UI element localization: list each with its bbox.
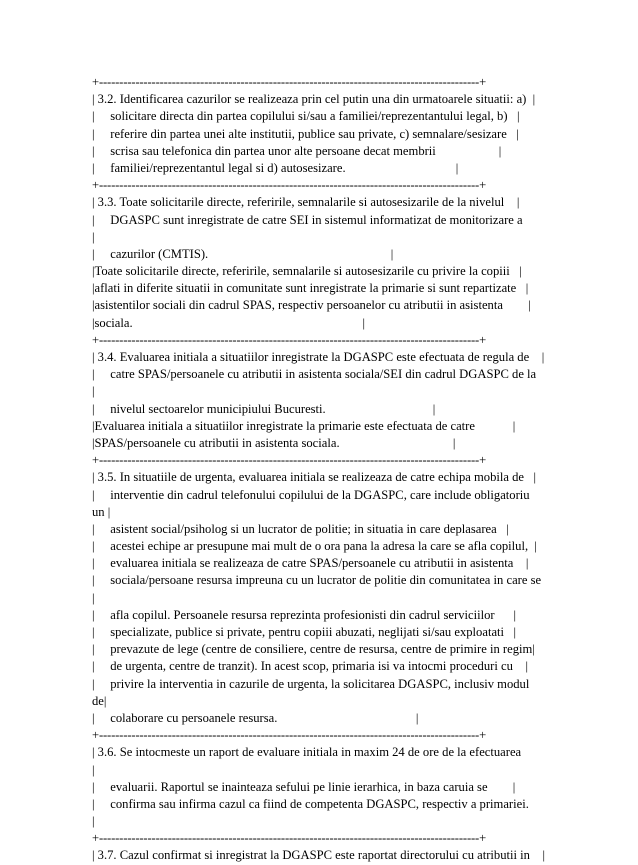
table-border-line: +----------------------------------------------------------------------------------------------+ [92,75,487,89]
document-text-line: | referire din partea unei alte institutii, publice sau private, c) semnalare/sesizare | [92,126,519,141]
document-text-line: | confirma sau infirma cazul ca fiind de competenta DGASPC, respectiv a primariei. [92,796,529,811]
table-border-line: +----------------------------------------------------------------------------------------------+ [92,453,487,468]
table-border-line: +----------------------------------------------------------------------------------------------+ [92,728,487,743]
document-text-line: | asistent social/psiholog si un lucrator de politie; in situatia in care deplasarea | [92,521,509,536]
document-text-line: | [92,814,95,829]
document-text-line: |aflati in diferite situatii in comunitate sunt inregistrate la primarie si sunt repartizate | [92,281,529,296]
document-text-line: | [92,384,95,399]
document-text-line: |Toate solicitarile directe, referirile, semnalarile si autosesizarile cu privire la copiii | [92,264,522,279]
document-text-line: | catre SPAS/persoanele cu atributii in asistenta sociala/SEI din cadrul DGASPC de la [92,367,537,382]
document-text-line: | 3.7. Cazul confirmat si inregistrat la DGASPC este raportat directorului cu atributii in | [92,848,546,863]
document-text-line: | sociala/persoane resursa impreuna cu un lucrator de politie din comunitatea in care se [92,573,542,588]
document-text-line: | 3.4. Evaluarea initiala a situatiilor inregistrate la DGASPC este efectuata de regula de | [92,350,545,364]
document-text-line: |sociala. | [92,315,365,330]
document-text-line: | specializate, publice si private, pentru copiii abuzati, neglijati si/sau exploatati | [92,625,516,639]
document-text-line: | privire la interventia in cazurile de urgenta, la solicitarea DGASPC, inclusiv modul [92,676,530,691]
document-text-line: | solicitare directa din partea copilului si/sau a familiei/reprezentantului legal, b) | [92,109,520,124]
document-text-line: | [92,590,95,605]
document-text-line: | evaluarii. Raportul se inainteaza sefului pe linie ierarhica, in baza caruia se | [92,779,516,794]
document-text-line: | scrisa sau telefonica din partea unor alte persoane decat membrii | [92,143,502,158]
document-text-line: |Evaluarea initiala a situatiilor inregistrate la primarie este efectuata de catre | [92,418,516,433]
document-text-line: | familiei/reprezentantul legal si d) autosesizare. | [92,160,459,175]
document-text-line: | 3.3. Toate solicitarile directe, referirile, semnalarile si autosesizarile de la nivelul | [92,195,520,210]
document-text-line: de| [92,693,107,708]
document-text-line: | acestei echipe ar presupune mai mult de o ora pana la adresa la care se afla copilul, | [92,539,537,554]
table-border-line: +----------------------------------------------------------------------------------------------+ [92,178,487,193]
document-text-line: | [92,762,95,777]
document-text-line: | 3.5. In situatiile de urgenta, evaluarea initiala se realizeaza de catre echipa mobila de | [92,470,536,485]
document-text-line: | de urgenta, centre de tranzit). In acest scop, primaria isi va intocmi proceduri cu | [92,659,528,674]
document-text-line: | evaluarea initiala se realizeaza de catre SPAS/persoanele cu atributii in asistenta | [92,556,529,571]
document-body [92,74,638,865]
document-text-line: | afla copilul. Persoanele resursa reprezinta profesionisti din cadrul serviciilor | [92,607,516,622]
document-text-line: | nivelul sectoarelor municipiului Bucuresti. | [92,401,436,416]
document-text-line: | colaborare cu persoanele resursa. | [92,710,419,725]
document-text-line: |asistentilor sociali din cadrul SPAS, respectiv persoanelor cu atributii in asistenta | [92,298,531,313]
table-border-line: +----------------------------------------------------------------------------------------------+ [92,332,487,347]
document-text-line: | DGASPC sunt inregistrate de catre SEI in sistemul informatizat de monitorizare a [92,212,523,227]
document-text-line: | 3.2. Identificarea cazurilor se realizeaza prin cel putin una din urmatoarele situatii: a) | [92,92,536,107]
document-text-line: | [92,229,95,244]
table-border-line: +----------------------------------------------------------------------------------------------+ [92,831,487,846]
document-text-line: | cazurilor (CMTIS). | [92,246,394,261]
document-text-line: | interventie din cadrul telefonului copilului de la DGASPC, care include obligatoriu [92,487,530,502]
document-text-line: |SPAS/persoanele cu atributii in asistenta sociala. | [92,435,456,450]
document-text-line: | prevazute de lege (centre de consiliere, centre de resursa, centre de primire in regim| [92,642,535,657]
document-text-line: | 3.6. Se intocmeste un raport de evaluare initiala in maxim 24 de ore de la efectuarea [92,745,522,760]
document-text-line: un | [92,504,111,519]
